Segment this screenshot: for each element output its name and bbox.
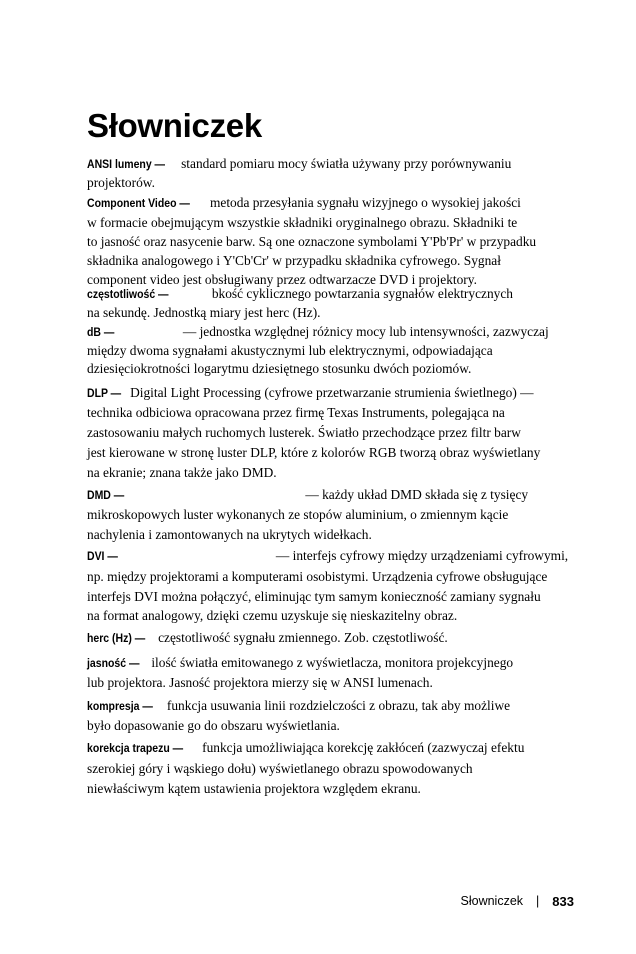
glossary-term: korekcja trapezu — (87, 741, 184, 755)
definition-text: niewłaściwym kątem ustawienia projektora względem ekranu. (87, 781, 421, 796)
definition-text: dziesięciokrotności logarytmu dziesiętnego stosunku dwóch poziomów. (87, 361, 472, 376)
definition-text: lub projektora. Jasność projektora mierzy się w ANSI lumenach. (87, 675, 433, 690)
entry-first-line (87, 323, 549, 342)
glossary-term: herc (Hz) — (87, 631, 146, 645)
entry-first-line (87, 193, 536, 213)
entry-first-line (87, 546, 568, 567)
definition-text: na sekundę. Jednostką miary jest herc (Hz). (87, 304, 321, 320)
definition-text: składnika analogowego i Y'Cb'Cr' w przypadku składnika cyfrowego. Sygnał (87, 253, 501, 268)
entry-line (87, 403, 540, 423)
entry-line (87, 525, 528, 545)
glossary-entry (87, 628, 448, 648)
entry-line (87, 304, 513, 323)
entry-line (87, 505, 528, 525)
definition-text: interfejs DVI można połączyć, eliminując tym samym konieczność zamiany sygnału (87, 588, 541, 604)
definition-text: bkość cyklicznego powtarzania sygnałów elektrycznych (211, 286, 513, 301)
entry-first-line (87, 285, 513, 304)
definition-text: component video jest obsługiwany przez odtwarzacze DVD i projektory. (87, 272, 477, 287)
page-title: Słowniczek (87, 107, 262, 144)
entry-line (87, 423, 540, 443)
definition-text: na ekranie; znana także jako DMD. (87, 465, 277, 480)
entry-line (87, 587, 568, 607)
entry-line (87, 342, 549, 361)
definition-text: było dopasowanie go do obszaru wyświetlania. (87, 718, 340, 733)
definition-text: projektorów. (87, 174, 155, 190)
entry-line (87, 759, 524, 780)
glossary-entry (87, 193, 536, 289)
definition-text: to jasność oraz nasycenie barw. Są one oznaczone symbolami Y'Pb'Pr' w przypadku (87, 234, 537, 249)
entry-line (87, 232, 536, 251)
glossary-term: DMD — (87, 488, 125, 502)
entry-line (87, 213, 536, 232)
entry-line (87, 673, 513, 693)
glossary-entry (87, 546, 568, 626)
entry-first-line (87, 383, 540, 403)
definition-text: szerokiej góry i wąskiego dołu) wyświetlanego obrazu spowodowanych (87, 760, 473, 776)
footer-separator: | (536, 894, 540, 908)
entry-line (87, 779, 524, 800)
glossary-term: ANSI lumeny — (87, 157, 166, 171)
definition-text: jest kierowane w stronę luster DLP, które z kolorów RGB tworzą obraz wyświetlany (87, 445, 541, 460)
definition-text: — każdy układ DMD składa się z tysięcy (305, 487, 529, 502)
definition-text: funkcja umożliwiająca korekcję zakłóceń (zazwyczaj efektu (198, 740, 525, 755)
definition-text: mikroskopowych luster wykonanych ze stopów aluminium, o zmiennym kącie (87, 507, 509, 522)
entry-line (87, 360, 549, 379)
glossary-term: DLP — (87, 386, 122, 400)
glossary-entry (87, 485, 528, 545)
page-footer (461, 892, 574, 910)
definition-text: metoda przesyłania sygnału wizyjnego o wysokiej jakości (206, 195, 521, 210)
definition-text: technika odbiciowa opracowana przez firmę Texas Instruments, polegająca na (87, 405, 505, 420)
definition-text: ilość światła emitowanego z wyświetlacza, monitora projekcyjnego (147, 655, 514, 670)
entry-first-line (87, 738, 524, 759)
definition-text: zastosowaniu małych ruchomych lusterek. Światło przechodzące przez filtr barw (87, 425, 521, 440)
page-number: 833 (552, 893, 574, 909)
definition-text: standard pomiaru mocy światła używany przy porównywaniu (177, 156, 512, 171)
glossary-term: DVI — (87, 549, 118, 563)
glossary-entry (87, 155, 511, 192)
glossary-term: częstotliwość — (87, 287, 169, 301)
glossary-entry (87, 285, 513, 322)
glossary-entry (87, 738, 524, 800)
definition-text: funkcja usuwania linii rozdzielczości z obrazu, tak aby możliwe (163, 698, 511, 713)
definition-text: np. między projektorami a komputerami osobistymi. Urządzenia cyfrowe obsługujące (87, 568, 548, 584)
entry-line (87, 174, 511, 193)
entry-first-line (87, 653, 513, 673)
glossary-term: Component Video — (87, 196, 190, 210)
footer-section-title: Słowniczek (460, 894, 524, 908)
glossary-term: dB — (87, 325, 115, 339)
glossary-entry (87, 653, 513, 693)
entry-line (87, 567, 568, 587)
definition-text: Digital Light Processing (cyfrowe przetwarzanie strumienia świetlnego) — (126, 385, 534, 400)
glossary-term: kompresja — (87, 699, 153, 713)
entry-line (87, 606, 568, 626)
glossary-entry (87, 696, 510, 736)
definition-text: między dwoma sygnałami akustycznymi lub elektrycznymi, odpowiadająca (87, 342, 493, 358)
definition-text: częstotliwość sygnału zmiennego. Zob. częstotliwość. (154, 630, 448, 645)
entry-line (87, 443, 540, 463)
entry-first-line (87, 628, 448, 648)
definition-text: na format analogowy, dzięki czemu uzyskuje się nieskazitelny obraz. (87, 608, 458, 624)
entry-first-line (87, 696, 510, 716)
entry-line (87, 463, 540, 483)
entry-line (87, 251, 536, 270)
definition-text: — jednostka względnej różnicy mocy lub intensywności, zazwyczaj (182, 324, 549, 339)
glossary-entry (87, 323, 549, 379)
entry-first-line (87, 155, 511, 174)
entry-line (87, 716, 510, 736)
definition-text: nachylenia i zamontowanych na ukrytych widełkach. (87, 527, 372, 542)
definition-text: w formacie obejmującym wszystkie składniki oryginalnego obrazu. Składniki te (87, 215, 518, 230)
entry-first-line (87, 485, 528, 505)
glossary-entry (87, 383, 540, 483)
definition-text: — interfejs cyfrowy między urządzeniami cyfrowymi, (275, 548, 569, 563)
glossary-term: jasność — (87, 656, 140, 670)
